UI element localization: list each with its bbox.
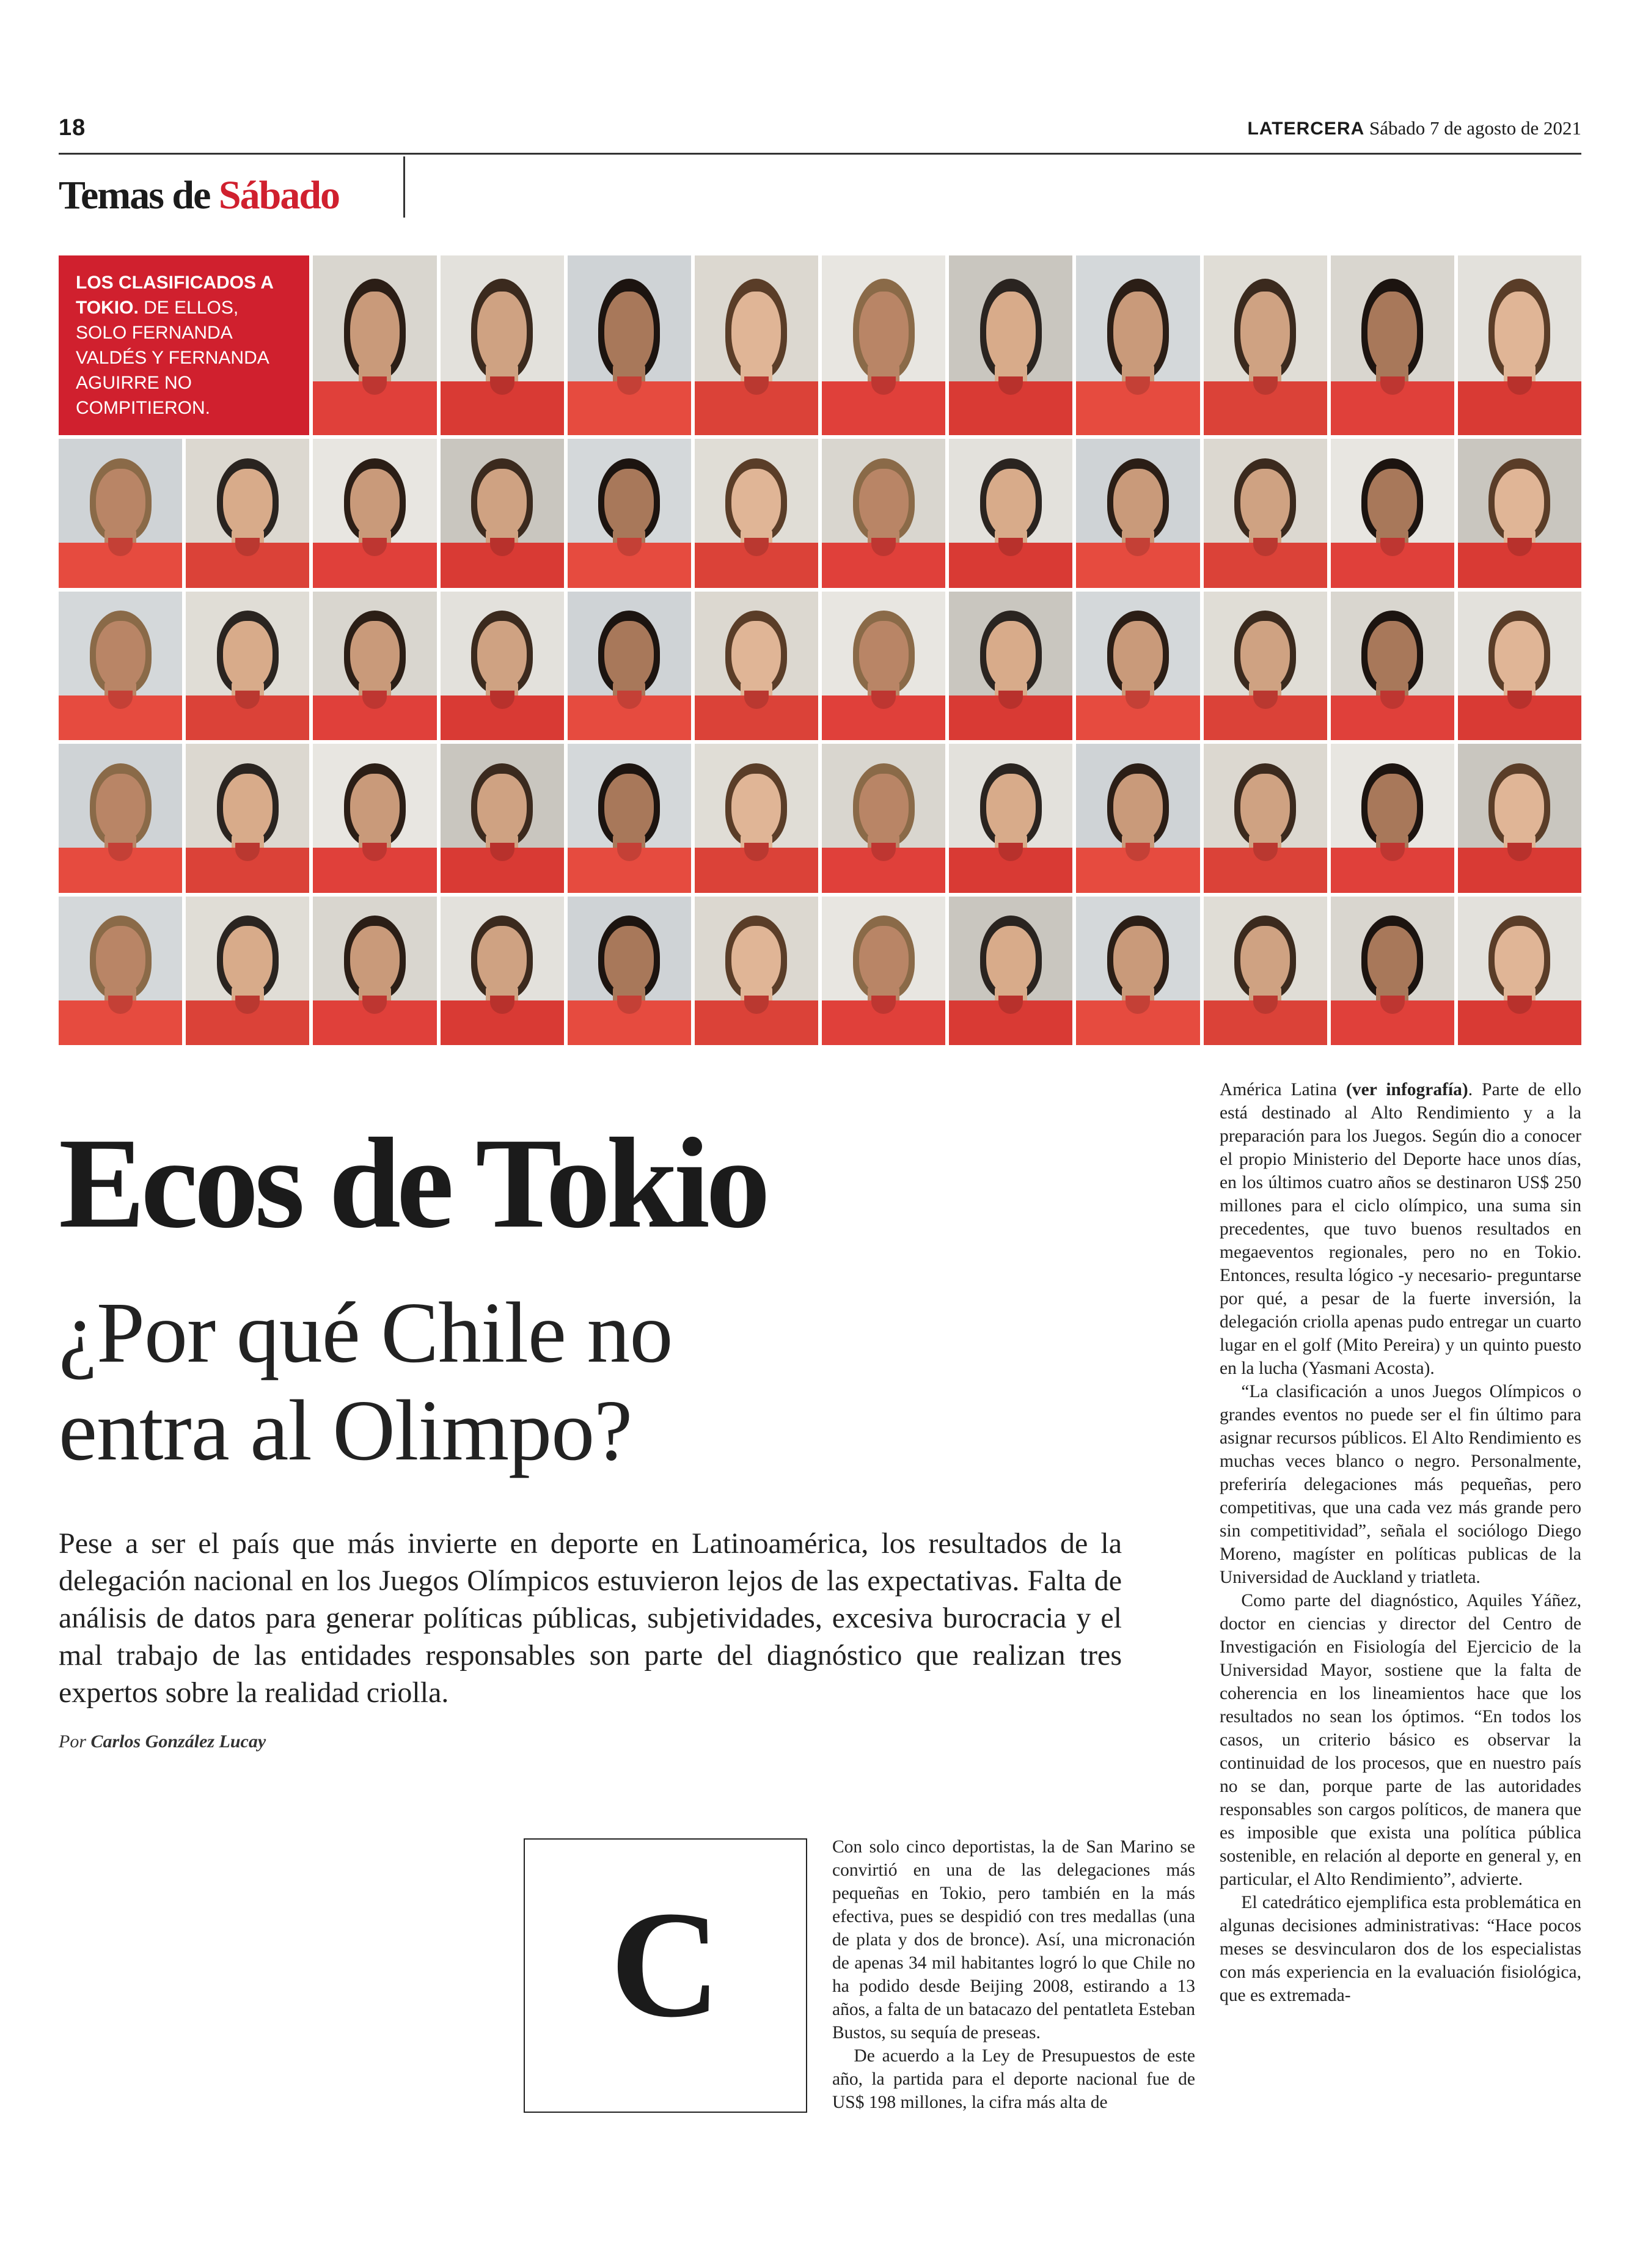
athlete-photo — [1076, 744, 1199, 893]
athlete-photo — [822, 592, 945, 741]
athlete-photo — [568, 439, 691, 588]
athlete-photo — [822, 439, 945, 588]
athlete-photo — [1076, 255, 1199, 435]
infographic-reference: (ver infografía) — [1346, 1080, 1468, 1099]
athlete-photo — [949, 897, 1072, 1046]
section-separator — [403, 156, 405, 218]
masthead-date — [1248, 117, 1582, 139]
athlete-photo — [1458, 744, 1581, 893]
athlete-photo — [186, 744, 309, 893]
body-paragraph: El catedrático ejemplifica esta problemática en algunas decisiones administrativas: “Hace pocos meses se desvincularon dos de los especialistas con más experiencia en la evaluación fisiológica, que es extremada- — [1220, 1893, 1581, 2005]
athlete-photo — [1331, 592, 1454, 741]
athletes-photo-grid — [59, 255, 1581, 1045]
athlete-photo — [568, 744, 691, 893]
athlete-photo — [186, 592, 309, 741]
body-paragraph: Como parte del diagnóstico, Aquiles Yáñez, doctor en ciencias y director del Centro de Investigación en Fisiología del Ejercicio de la Universidad Mayor, sostiene que la falta de coherencia en los lineamientos hace que los resultados no sean los óptimos. “En todos los casos, un criterio básico es observar la continuidad de los procesos, que en nuestro país no se dan, porque parte de las autoridades responsables son cargos políticos, de manera que es imposible que exista una política pública sostenible, en relación al deporte en general y, en particular, el Alto Rendimiento”, advierte. — [1220, 1591, 1581, 1889]
body-text: . Parte de ello está destinado al Alto Rendimiento y a la preparación para los Juegos. Según dio a conocer el propio Ministerio del Deporte hace unos días, en los últimos cuatro años se destinaron US$ 250 millones para el ciclo olímpico, una suma sin precedentes, que tuvo buenos resultados en megaeventos regionales, pero no en Tokio. Entonces, resulta lógico -y necesario- preguntarse por qué, a pesar de la fuerte inversión, la delegación criolla apenas pudo entregar un cuarto lugar en el golf (Mito Pereira) y un quinto puesto en la lucha (Yasmani Acosta). — [1220, 1080, 1581, 1378]
body-paragraph — [1220, 1078, 1581, 1380]
grid-caption-text: DE ELLOS, SOLO FERNANDA VALDÉS Y FERNANDA AGUIRRE NO COMPITIERON. — [76, 298, 269, 418]
athlete-photo — [822, 744, 945, 893]
byline-prefix: Por — [59, 1731, 86, 1752]
athlete-photo — [949, 439, 1072, 588]
headline: Ecos de Tokio — [59, 1111, 766, 1255]
athlete-photo — [1331, 439, 1454, 588]
athlete-photo — [568, 255, 691, 435]
athlete-photo — [568, 592, 691, 741]
section-name: Sábado — [218, 173, 340, 218]
athlete-photo — [1204, 744, 1327, 893]
athlete-photo — [313, 744, 436, 893]
athlete-photo — [695, 439, 818, 588]
grid-caption — [59, 255, 309, 435]
athlete-photo — [1204, 897, 1327, 1046]
athlete-photo — [1204, 255, 1327, 435]
brand-name: LATERCERA — [1247, 119, 1365, 139]
athlete-photo — [1458, 439, 1581, 588]
subheadline-line-1: ¿Por qué Chile no — [59, 1284, 673, 1381]
athlete-photo — [186, 897, 309, 1046]
athlete-photo — [695, 255, 818, 435]
body-column-1 — [832, 1835, 1195, 2114]
athlete-photo — [186, 439, 309, 588]
athlete-photo — [59, 897, 182, 1046]
athlete-photo — [1076, 897, 1199, 1046]
grid-caption-bold: LOS CLASIFICADOS A TOKIO. — [76, 273, 273, 318]
drop-cap-letter: C — [610, 1880, 721, 2049]
athlete-photo — [313, 255, 436, 435]
athlete-photo — [59, 592, 182, 741]
athlete-photo — [1458, 897, 1581, 1046]
body-text: América Latina — [1220, 1080, 1347, 1099]
athlete-photo — [1204, 592, 1327, 741]
byline-author: Carlos González Lucay — [90, 1731, 266, 1752]
athlete-photo — [1331, 255, 1454, 435]
body-column-2 — [1220, 1078, 1581, 2007]
athlete-photo — [313, 439, 436, 588]
athlete-photo — [1331, 897, 1454, 1046]
athlete-photo — [1076, 439, 1199, 588]
subheadline — [59, 1283, 672, 1479]
athlete-photo — [695, 744, 818, 893]
athlete-photo — [59, 439, 182, 588]
athlete-photo — [313, 592, 436, 741]
athlete-photo — [695, 897, 818, 1046]
byline — [59, 1731, 266, 1752]
issue-date: Sábado 7 de agosto de 2021 — [1369, 117, 1581, 139]
page-number: 18 — [59, 115, 86, 141]
athlete-photo — [695, 592, 818, 741]
athlete-photo — [949, 255, 1072, 435]
athlete-photo — [313, 897, 436, 1046]
body-paragraph: De acuerdo a la Ley de Presupuestos de este año, la partida para el deporte nacional fue de US$ 198 millones, la cifra más alta de — [832, 2046, 1195, 2112]
athlete-photo — [441, 255, 564, 435]
drop-cap-box — [524, 1838, 807, 2113]
athlete-photo — [1458, 592, 1581, 741]
athlete-photo — [1458, 255, 1581, 435]
athlete-photo — [441, 897, 564, 1046]
athlete-photo — [822, 897, 945, 1046]
header-rule — [59, 153, 1581, 155]
athlete-photo — [59, 744, 182, 893]
athlete-photo — [441, 744, 564, 893]
athlete-photo — [822, 255, 945, 435]
section-prefix: Temas de — [59, 173, 210, 218]
athlete-photo — [441, 439, 564, 588]
athlete-photo — [1076, 592, 1199, 741]
body-paragraph: “La clasificación a unos Juegos Olímpicos o grandes eventos no puede ser el fin último para asignar recursos públicos. El Alto Rendimiento es muchas veces blanco o negro. Personalmente, preferiría delegaciones más pequeñas, pero competitivas, que una cada vez más grande pero sin competitividad”, señala el sociólogo Diego Moreno, magíster en políticas publicas de la Universidad de Auckland y triatleta. — [1220, 1382, 1581, 1587]
athlete-photo — [1204, 439, 1327, 588]
subheadline-line-2: entra al Olimpo? — [59, 1382, 632, 1478]
athlete-photo — [949, 744, 1072, 893]
lede-paragraph: Pese a ser el país que más invierte en deporte en Latinoamérica, los resultados de la delegación nacional en los Juegos Olímpicos estuvieron lejos de las expectativas. Falta de análisis de datos para generar políticas públicas, subjetividades, excesiva burocracia y el mal trabajo de las entidades responsables son parte del diagnóstico que realizan tres expertos sobre la realidad criolla. — [59, 1527, 1122, 1709]
body-paragraph: Con solo cinco deportistas, la de San Marino se convirtió en una de las delegaciones más pequeñas en Tokio, pero también en la más efectiva, pues se despidió con tres medallas (una de plata y dos de bronce). Así, una micronación de apenas 34 mil habitantes logró lo que Chile no ha podido desde Beijing 2008, estirando a 13 años, a falta de un batacazo del pentatleta Esteban Bustos, su sequía de preseas. — [832, 1837, 1195, 2042]
athlete-photo — [1331, 744, 1454, 893]
athlete-photo — [949, 592, 1072, 741]
section-title — [59, 172, 339, 219]
athlete-photo — [441, 592, 564, 741]
athlete-photo — [568, 897, 691, 1046]
